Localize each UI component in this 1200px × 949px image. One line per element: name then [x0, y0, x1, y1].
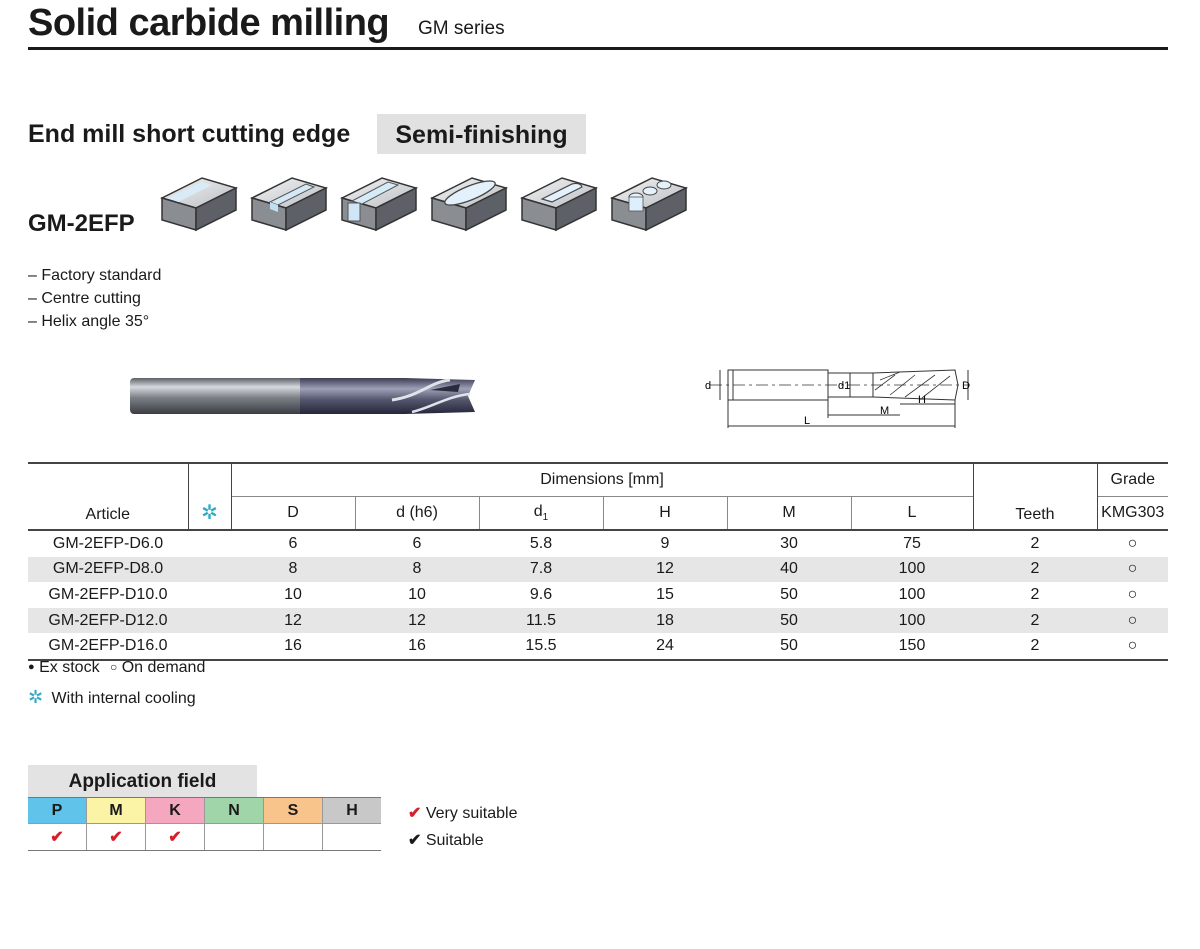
drawing-label-D: D: [962, 380, 970, 392]
cell-d: 6: [412, 534, 422, 552]
cell-M: 30: [780, 534, 798, 552]
article-code: GM-2EFP-D12.0: [28, 608, 188, 634]
red-check-icon: ✔: [408, 805, 422, 822]
check-icon: ✔: [146, 824, 205, 851]
drawing-label-M: M: [880, 405, 890, 417]
dimension-drawing: [700, 360, 990, 435]
product-code: GM-2EFP: [28, 210, 135, 237]
page-title: Solid carbide milling: [28, 2, 390, 44]
section-title: End mill short cutting edge: [28, 120, 351, 148]
feature-item: – Helix angle 35°: [28, 313, 150, 330]
cooling-legend: [28, 687, 196, 708]
cell-L: 100: [898, 585, 926, 603]
cell-H: 9: [660, 534, 670, 552]
col-header-d1-sub: 1: [542, 512, 549, 524]
suitable-label: Suitable: [425, 832, 484, 849]
grade-header: Grade: [1097, 463, 1168, 497]
cell-d1: 11.5: [479, 608, 603, 634]
on-demand-icon: ○: [110, 660, 118, 674]
drawing-label-d: d: [705, 380, 712, 392]
cell-d: 12: [355, 608, 479, 634]
drawing-label-H: H: [918, 394, 926, 406]
stock-legend: [28, 659, 205, 677]
cell-D: 6: [288, 534, 298, 552]
col-header-d-h6: d (h6): [355, 497, 479, 531]
dimensions-header: Dimensions [mm]: [231, 463, 973, 497]
application-field-title: Application field: [28, 765, 257, 797]
series-label: GM series: [418, 18, 505, 39]
pocket-milling-icon: [428, 172, 510, 236]
ex-stock-icon: ●: [28, 661, 35, 673]
empty-cell: [264, 824, 323, 851]
col-header-D: D: [231, 497, 355, 531]
col-header-H: H: [603, 497, 727, 531]
cell-teeth: 2: [1030, 585, 1040, 603]
cell-H: 24: [603, 633, 727, 660]
teeth-header: Teeth: [973, 463, 1097, 530]
col-header-d1: [479, 497, 603, 531]
cell-teeth: 2: [973, 633, 1097, 660]
cell-L: 100: [851, 557, 973, 583]
title-divider: [28, 47, 1168, 50]
cell-M: 50: [780, 585, 798, 603]
feature-item: – Factory standard: [28, 267, 162, 284]
on-demand-label: On demand: [121, 659, 206, 676]
empty-cell: [323, 824, 382, 851]
cell-d: 8: [355, 557, 479, 583]
material-H: H: [323, 798, 382, 824]
material-P: P: [28, 798, 87, 824]
cell-M: 50: [727, 633, 851, 660]
cell-grade: ○: [1097, 633, 1168, 660]
application-field-table: [28, 797, 381, 851]
cell-L: 75: [903, 534, 921, 552]
cell-L: 150: [851, 633, 973, 660]
internal-cooling-icon: ✲: [28, 687, 44, 707]
cell-M: 50: [727, 608, 851, 634]
article-code: GM-2EFP-D8.0: [28, 557, 188, 583]
empty-cell: [205, 824, 264, 851]
article-code: GM-2EFP-D16.0: [28, 633, 188, 660]
material-N: N: [205, 798, 264, 824]
col-header-L: L: [851, 497, 973, 531]
col-header-M: M: [727, 497, 851, 531]
article-code: GM-2EFP-D10.0: [48, 585, 168, 603]
cell-d1: 9.6: [529, 585, 553, 603]
spec-table: [28, 462, 1168, 661]
feature-list: [28, 264, 161, 333]
cooling-label: With internal cooling: [51, 690, 196, 707]
drawing-label-L: L: [804, 415, 811, 427]
check-icon: ✔: [28, 824, 87, 851]
table-row: [28, 530, 1168, 557]
suitability-legend: [408, 800, 517, 854]
cell-D: 16: [231, 633, 355, 660]
shoulder-milling-icon: [248, 172, 330, 236]
cell-grade: ○: [1127, 585, 1138, 603]
table-row: [28, 633, 1168, 660]
cell-D: 12: [231, 608, 355, 634]
table-row: [28, 608, 1168, 634]
cell-H: 12: [603, 557, 727, 583]
grade-name: KMG303: [1097, 497, 1168, 531]
very-suitable-label: Very suitable: [425, 805, 518, 822]
cell-grade: ○: [1127, 534, 1138, 552]
coolant-header-icon: ✲: [188, 463, 231, 530]
type-badge: Semi-finishing: [377, 114, 586, 154]
cell-H: 18: [603, 608, 727, 634]
ex-stock-label: Ex stock: [39, 659, 100, 676]
table-row: [28, 582, 1168, 608]
dark-check-icon: ✔: [408, 832, 422, 849]
article-header: Article: [28, 463, 188, 530]
plunge-milling-icon: [518, 172, 600, 236]
very-suitable-row: [408, 800, 517, 827]
cell-teeth: 2: [973, 608, 1097, 634]
cell-d1: 5.8: [529, 534, 553, 552]
end-mill-photo: [130, 370, 480, 418]
cell-grade: ○: [1097, 608, 1168, 634]
cell-M: 40: [727, 557, 851, 583]
cell-d1: 15.5: [479, 633, 603, 660]
drawing-label-d1: d1: [838, 380, 851, 392]
cell-D: 8: [231, 557, 355, 583]
feature-item: – Centre cutting: [28, 290, 141, 307]
material-M: M: [87, 798, 146, 824]
check-icon: ✔: [87, 824, 146, 851]
face-milling-icon: [158, 172, 240, 236]
table-row: [28, 557, 1168, 583]
article-code: GM-2EFP-D6.0: [52, 534, 164, 552]
cell-L: 100: [851, 608, 973, 634]
cell-d1: 7.8: [479, 557, 603, 583]
material-S: S: [264, 798, 323, 824]
cell-d: 10: [408, 585, 426, 603]
cell-grade: ○: [1097, 557, 1168, 583]
cell-H: 15: [656, 585, 674, 603]
material-K: K: [146, 798, 205, 824]
cell-teeth: 2: [1030, 534, 1040, 552]
slotting-icon: [338, 172, 420, 236]
suitable-row: [408, 827, 517, 854]
col-header-d1-base: d: [533, 502, 543, 520]
cell-D: 10: [284, 585, 302, 603]
cell-d: 16: [355, 633, 479, 660]
cell-teeth: 2: [973, 557, 1097, 583]
drilling-icon: [608, 172, 690, 236]
